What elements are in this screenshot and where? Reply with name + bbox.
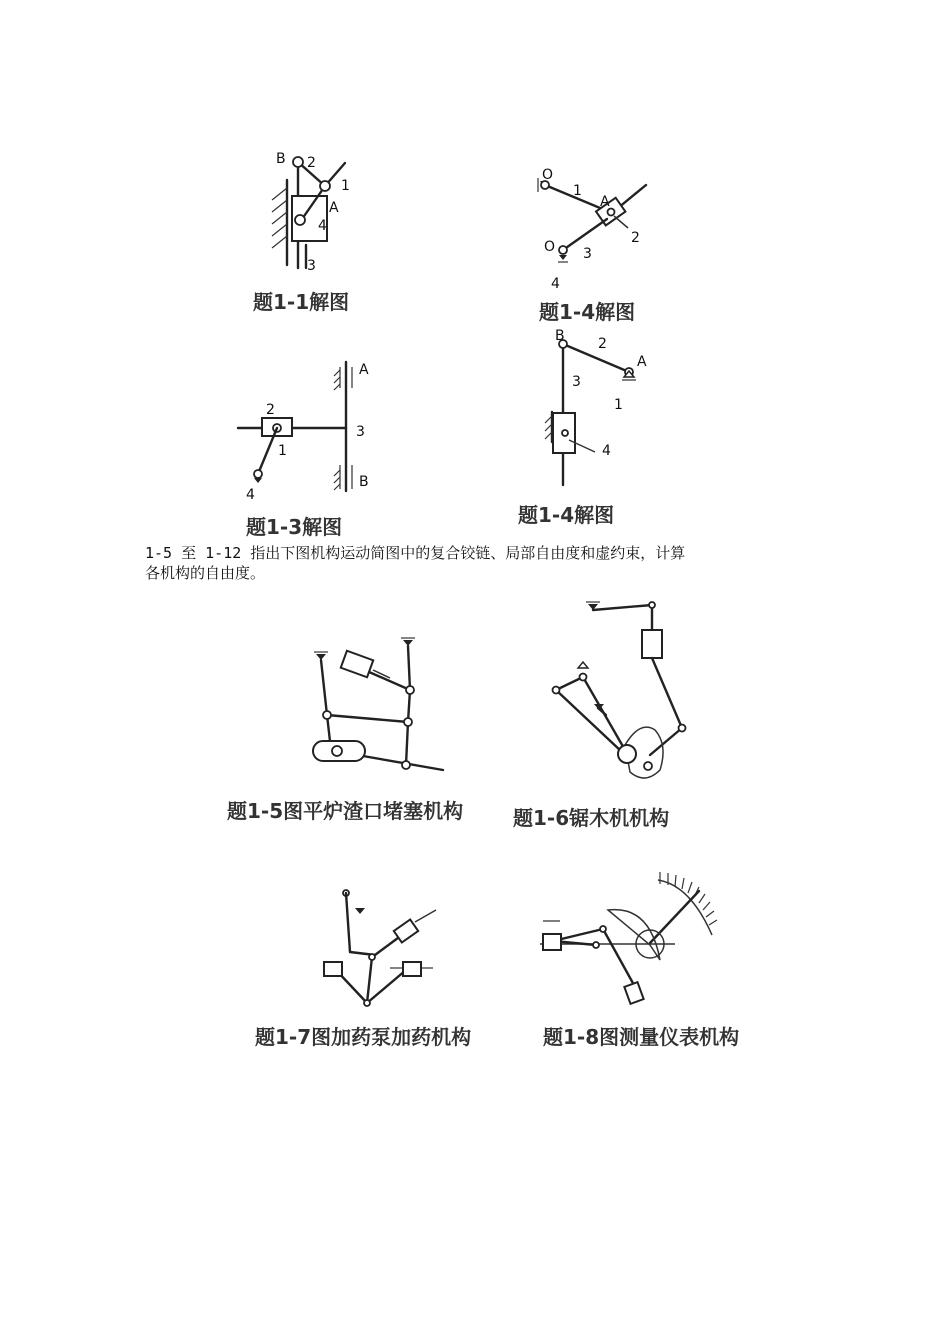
f14b-label-1: 1 (614, 397, 623, 413)
caption-fig-1-6: 题1-6锯木机机构 (513, 806, 670, 830)
caption-fig-1-4b: 题1-4解图 (518, 503, 615, 527)
f13-label-1: 1 (278, 443, 287, 459)
f14a-label-A: A (600, 194, 610, 210)
f14b-label-B: B (555, 328, 565, 344)
f14a-label-O1: O (544, 239, 556, 255)
f14a-label-O: O (542, 167, 554, 183)
caption-fig-1-4a: 题1-4解图 (539, 300, 636, 324)
caption-fig-1-1: 题1-1解图 (253, 290, 350, 314)
f11-label-B: B (276, 151, 286, 167)
caption-fig-1-7: 题1-7图加药泵加药机构 (255, 1025, 472, 1049)
f11-label-3: 3 (307, 258, 316, 274)
f13-label-B: B (359, 474, 369, 490)
f14a-label-4: 4 (551, 276, 560, 292)
caption-fig-1-8: 题1-8图测量仪表机构 (543, 1025, 740, 1049)
f14a-label-3: 3 (583, 246, 592, 262)
f14b-label-4: 4 (602, 443, 611, 459)
problem-statement-line-2: 各机构的自由度。 (145, 564, 266, 582)
f13-label-2: 2 (266, 402, 275, 418)
problem-statement-line-1: 1-5 至 1-12 指出下图机构运动简图中的复合铰链、局部自由度和虚约束，计算 (145, 544, 686, 562)
caption-fig-1-3: 题1-3解图 (246, 515, 343, 539)
f13-label-3: 3 (356, 424, 365, 440)
f11-label-1: 1 (341, 178, 350, 194)
f13-label-4: 4 (246, 487, 255, 503)
caption-fig-1-5: 题1-5图平炉渣口堵塞机构 (227, 799, 464, 823)
f11-label-2: 2 (307, 155, 316, 171)
f14a-label-1: 1 (573, 183, 582, 199)
f11-label-4: 4 (318, 218, 327, 234)
f14b-label-2: 2 (598, 336, 607, 352)
f13-label-A: A (359, 362, 369, 378)
f11-label-A: A (329, 200, 339, 216)
f14b-label-A: A (637, 354, 647, 370)
f14a-label-2: 2 (631, 230, 640, 246)
f14b-label-3: 3 (572, 374, 581, 390)
